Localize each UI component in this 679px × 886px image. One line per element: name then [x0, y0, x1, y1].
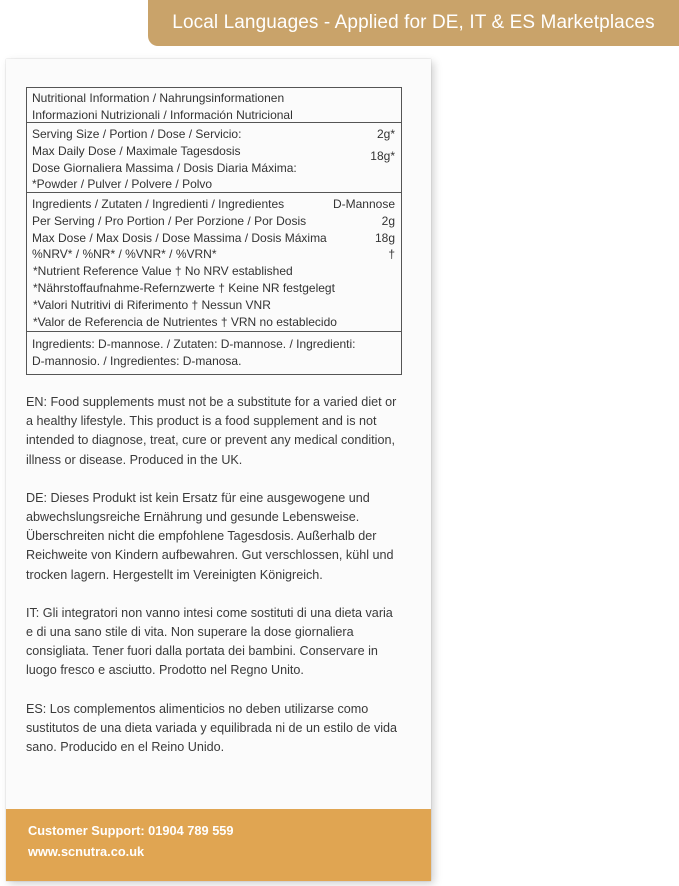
nrv-value: † [388, 247, 395, 262]
disclaimer-en-line: illness or disease. Produced in the UK. [26, 452, 243, 467]
customer-support-phone: Customer Support: 01904 789 559 [28, 823, 234, 838]
max-dose-row [32, 230, 395, 247]
max-daily-dose-value: 18g* [370, 148, 395, 163]
disclaimer-it-line: consigliata. Tener fuori dalla portata dei bambini. Conservare in [26, 644, 378, 659]
per-serving-label: Per Serving / Pro Portion / Per Porzione / Por Dosis [32, 213, 307, 228]
serving-row [32, 126, 395, 143]
ingredient-values-section [27, 193, 401, 332]
disclaimer-es [26, 700, 418, 758]
disclaimer-es-line: sustitutos de una dieta variada y equilibrada ni de un estilo de vida [26, 720, 398, 735]
marketplace-banner [148, 0, 679, 46]
disclaimer-de-line: trocken lagern. Hergestellt im Vereinigten Königreich. [26, 567, 323, 582]
nutrition-header-line2: Informazioni Nutrizionali / Información Nutricional [32, 107, 293, 122]
disclaimer-es-line: sano. Producido en el Reino Unido. [26, 740, 225, 755]
disclaimer-de-line: Überschreiten nicht die empfohlene Tagesdosis. Außerhalb der [26, 529, 377, 544]
ingredients-label: Ingredients / Zutaten / Ingredienti / Ingredientes [32, 197, 285, 211]
max-dose-value: 18g [374, 230, 395, 245]
serving-value: 2g* [376, 127, 395, 141]
nrv-note-es: *Valor de Referencia de Nutrientes † VRN no establecido [33, 314, 337, 329]
disclaimer-en-line: intended to diagnose, treat, cure or prevent any medical condition, [26, 433, 395, 448]
ingredients-value: D-Mannose [332, 197, 395, 211]
nrv-row [32, 246, 395, 263]
disclaimer-de-line: Reichweite von Kindern aufbewahren. Gut verschlossen, kühl und [26, 548, 394, 563]
disclaimer-it [26, 604, 418, 681]
ingredients-list-line1: Ingredients: D-mannose. / Zutaten: D-mannose. / Ingredienti: [32, 337, 356, 351]
nrv-note-it: *Valori Nutritivi di Riferimento † Nessun VNR [33, 297, 271, 312]
disclaimer-it-line: luogo fresco e asciutto. Prodotto nel Regno Unito. [26, 663, 304, 678]
per-serving-value: 2g [381, 213, 395, 228]
disclaimer-en-line: a healthy lifestyle. This product is a food supplement and is not [26, 414, 377, 429]
disclaimer-es-line: ES: Los complementos alimenticios no deben utilizarse como [26, 701, 369, 716]
disclaimer-de-line: DE: Dieses Produkt ist kein Ersatz für eine ausgewogene und [26, 490, 370, 505]
nrv-note-en: *Nutrient Reference Value † No NRV established [33, 264, 293, 279]
website-url: www.scnutra.co.uk [28, 844, 145, 859]
ingredients-list-section [27, 332, 401, 373]
serving-label: Serving Size / Portion / Dose / Servicio: [32, 127, 242, 141]
ingredients-row [32, 196, 395, 213]
disclaimer-en-line: EN: Food supplements must not be a substitute for a varied diet or [26, 395, 397, 409]
disclaimer-en [26, 393, 418, 470]
max-dose-label: Max Dose / Max Dosis / Dose Massima / Dosis Máxima [32, 230, 327, 245]
per-serving-row [32, 213, 395, 230]
support-footer [6, 809, 431, 881]
product-label-panel [6, 59, 431, 881]
nutrition-table [26, 87, 402, 375]
banner-text: Local Languages - Applied for DE, IT & ES Marketplaces [172, 12, 655, 33]
powder-note: *Powder / Pulver / Polvere / Polvo [32, 177, 213, 192]
disclaimer-de-line: abwechslungsreiche Ernährung und gesunde Lebensweise. [26, 510, 360, 525]
disclaimer-de [26, 489, 418, 585]
disclaimer-texts [26, 393, 418, 776]
ingredients-list-line2: D-mannosio. / Ingredientes: D-manosa. [32, 353, 242, 368]
max-daily-dose-row [32, 143, 395, 177]
nrv-note-de: *Nährstoffaufnahme-Refernzwerte † Keine NR festgelegt [33, 280, 335, 295]
serving-section [27, 123, 401, 193]
nutrition-header-line1: Nutritional Information / Nahrungsinformationen [32, 91, 285, 105]
nutrition-header [27, 88, 401, 123]
disclaimer-it-line: e di una sano stile di vita. Non superare la dose giornaliera [26, 625, 354, 640]
disclaimer-it-line: IT: Gli integratori non vanno intesi come sostituti di una dieta varia [26, 605, 393, 620]
nrv-label: %NRV* / %NR* / %VNR* / %VRN* [32, 247, 217, 262]
max-daily-dose-label-2: Dose Giornaliera Massima / Dosis Diaria Máxima: [32, 160, 297, 175]
max-daily-dose-label-1: Max Daily Dose / Maximale Tagesdosis [32, 143, 241, 158]
